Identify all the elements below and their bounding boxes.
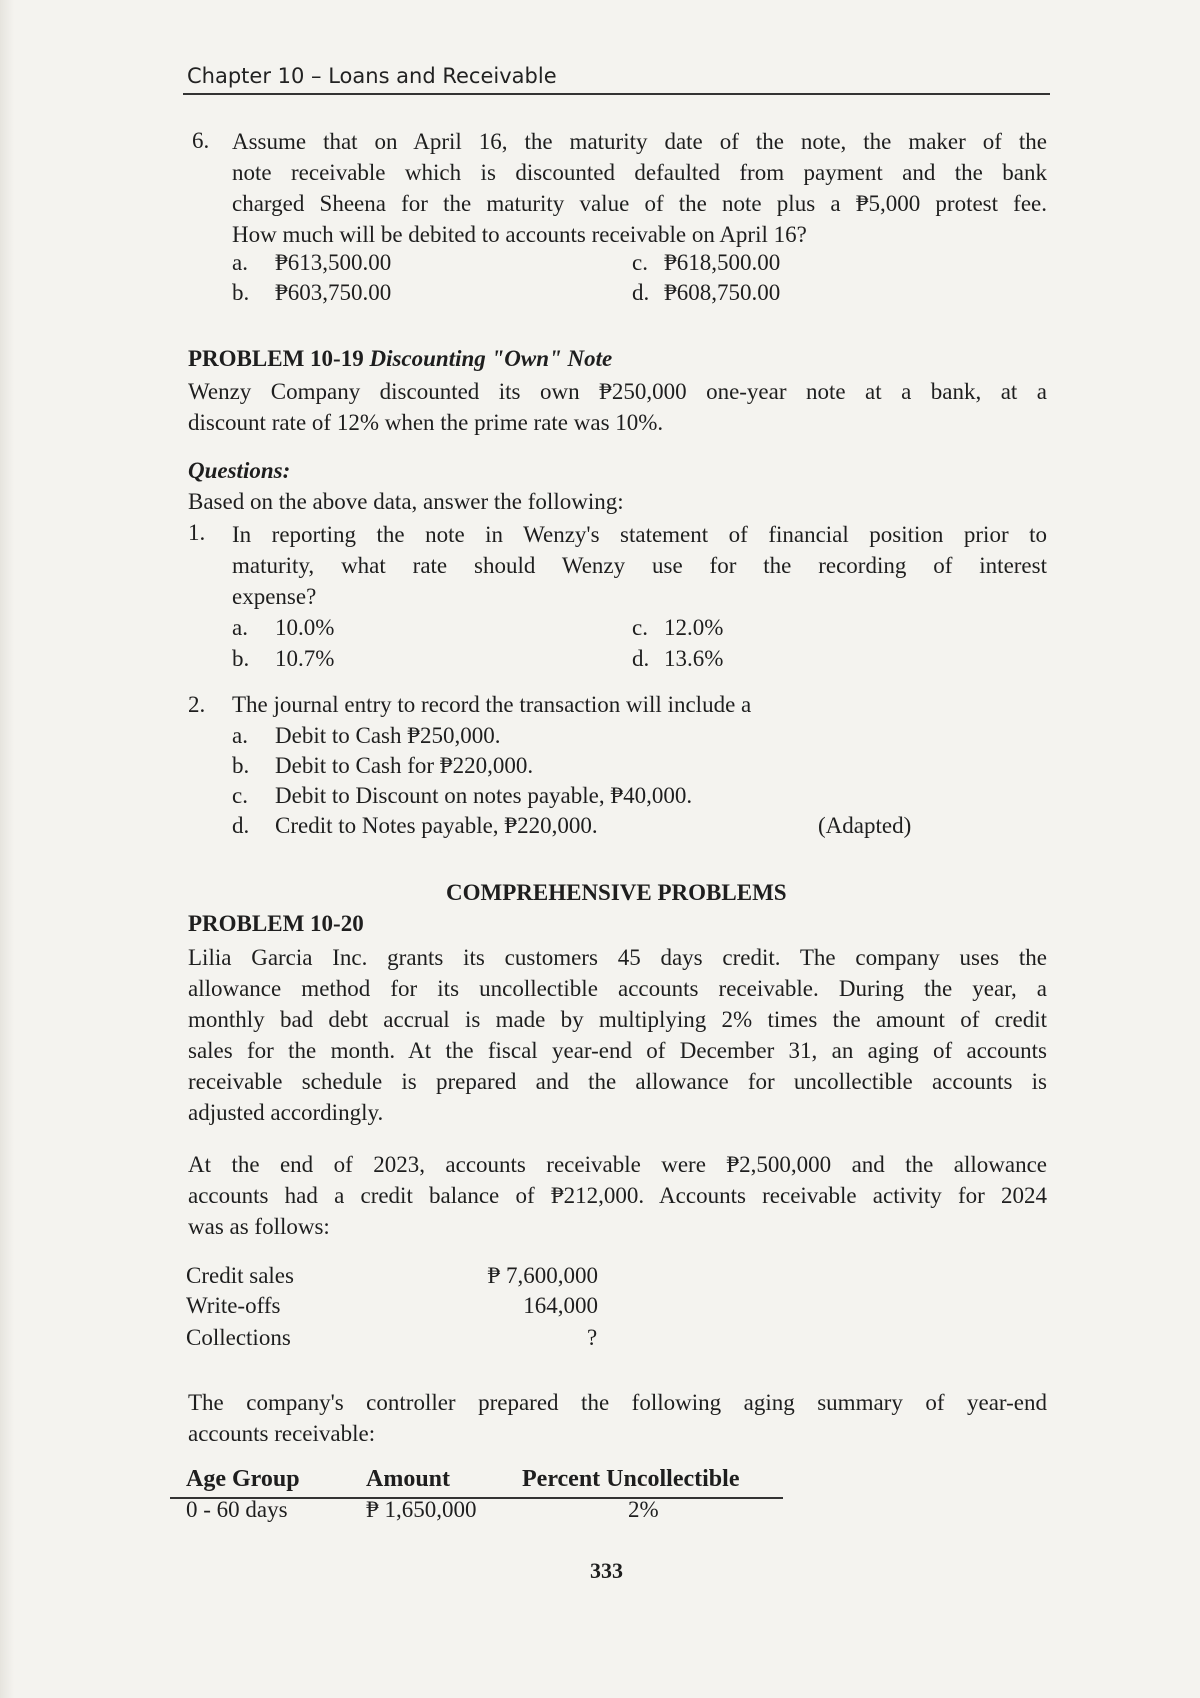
text-line: note receivable which is discounted defaulted from payment and the bank [232,160,1047,185]
text-line: In reporting the note in Wenzy's statement of financial position prior to [232,522,1047,547]
option-text: Debit to Discount on notes payable, ₱40,000. [275,783,693,808]
text-line: Assume that on April 16, the maturity date of the note, the maker of the [232,129,1047,154]
option-text: Credit to Notes payable, ₱220,000. [275,813,598,838]
text-line: How much will be debited to accounts receivable on April 16? [232,222,807,247]
option-letter: d. [232,813,250,838]
adapted-note: (Adapted) [818,813,912,838]
option-text: ₱608,750.00 [664,280,781,305]
text-line: The company's controller prepared the following aging summary of year-end [188,1390,1047,1415]
text-line: adjusted accordingly. [188,1100,384,1125]
activity-value: 164,000 [523,1293,598,1318]
text-line: expense? [232,584,317,609]
option-letter: a. [232,615,248,640]
option-letter: b. [232,280,250,305]
aging-header-percent: Percent Uncollectible [522,1466,740,1492]
comprehensive-heading: COMPREHENSIVE PROBLEMS [446,880,787,905]
option-text: Debit to Cash ₱250,000. [275,723,501,748]
text-line: monthly bad debt accrual is made by multiplying 2% times the amount of credit [188,1007,1047,1032]
question-2-text: The journal entry to record the transaction will include a [232,692,752,717]
option-letter: d. [632,646,650,671]
problem-10-20-paragraph-3 [188,1387,1047,1449]
option-letter: a. [232,250,248,275]
problem-10-20-heading: PROBLEM 10-20 [188,911,364,936]
problem-label: PROBLEM 10-19 [188,346,364,371]
problem-10-19-text [188,376,1047,438]
text-line: sales for the month. At the fiscal year-end of December 31, an aging of accounts [188,1038,1047,1063]
aging-cell-group: 0 - 60 days [186,1497,288,1522]
text-line: charged Sheena for the maturity value of the note plus a ₱5,000 protest fee. [232,191,1047,216]
option-text: 10.7% [275,646,335,671]
text-line: was as follows: [188,1214,330,1239]
aging-cell-percent: 2% [628,1497,659,1522]
option-text: Debit to Cash for ₱220,000. [275,753,534,778]
text-line: accounts receivable: [188,1421,376,1446]
option-letter: c. [632,250,648,275]
text-line: receivable schedule is prepared and the allowance for uncollectible accounts is [188,1069,1047,1094]
question-2-number: 2. [188,692,206,717]
text-line: At the end of 2023, accounts receivable were ₱2,500,000 and the allowance [188,1152,1047,1177]
option-text: ₱613,500.00 [275,250,392,275]
page-edge-shadow [0,0,14,1698]
text-line: Lilia Garcia Inc. grants its customers 45 days credit. The company uses the [188,945,1047,970]
question-6-number: 6. [192,128,210,153]
problem-10-20-paragraph-2 [188,1149,1047,1242]
option-text: ₱603,750.00 [275,280,392,305]
problem-10-19-heading [188,346,612,372]
text-line: maturity, what rate should Wenzy use for the recording of interest [232,553,1047,578]
problem-subtitle: Discounting "Own" Note [369,346,613,371]
text-line: accounts had a credit balance of ₱212,000. Accounts receivable activity for 2024 [188,1183,1047,1208]
activity-label: Collections [186,1325,291,1350]
chapter-header: Chapter 10 – Loans and Receivable [187,64,557,88]
option-text: 12.0% [664,615,724,640]
text-line: allowance method for its uncollectible accounts receivable. During the year, a [188,976,1047,1001]
option-letter: b. [232,753,250,778]
text-line: discount rate of 12% when the prime rate was 10%. [188,410,664,435]
activity-value: ? [587,1325,598,1350]
questions-heading: Questions: [188,458,291,483]
header-divider [183,93,1050,95]
question-1-text [232,519,1047,612]
option-text: ₱618,500.00 [664,250,781,275]
option-text: 10.0% [275,615,335,640]
problem-10-20-paragraph-1 [188,942,1047,1128]
questions-intro: Based on the above data, answer the following: [188,489,624,514]
activity-label: Credit sales [186,1263,294,1288]
option-text: 13.6% [664,646,724,671]
text-line: Wenzy Company discounted its own ₱250,000 one-year note at a bank, at a [188,379,1047,404]
option-letter: d. [632,280,650,305]
option-letter: a. [232,723,248,748]
question-6-text [232,126,1047,250]
option-letter: c. [632,615,648,640]
option-letter: c. [232,783,248,808]
aging-header-age-group: Age Group [186,1466,300,1492]
aging-header-amount: Amount [366,1466,451,1492]
aging-cell-amount: ₱ 1,650,000 [366,1497,477,1522]
activity-value: ₱ 7,600,000 [487,1263,598,1288]
activity-label: Write-offs [186,1293,281,1318]
page-number: 333 [590,1558,623,1583]
option-letter: b. [232,646,250,671]
question-1-number: 1. [188,520,206,545]
